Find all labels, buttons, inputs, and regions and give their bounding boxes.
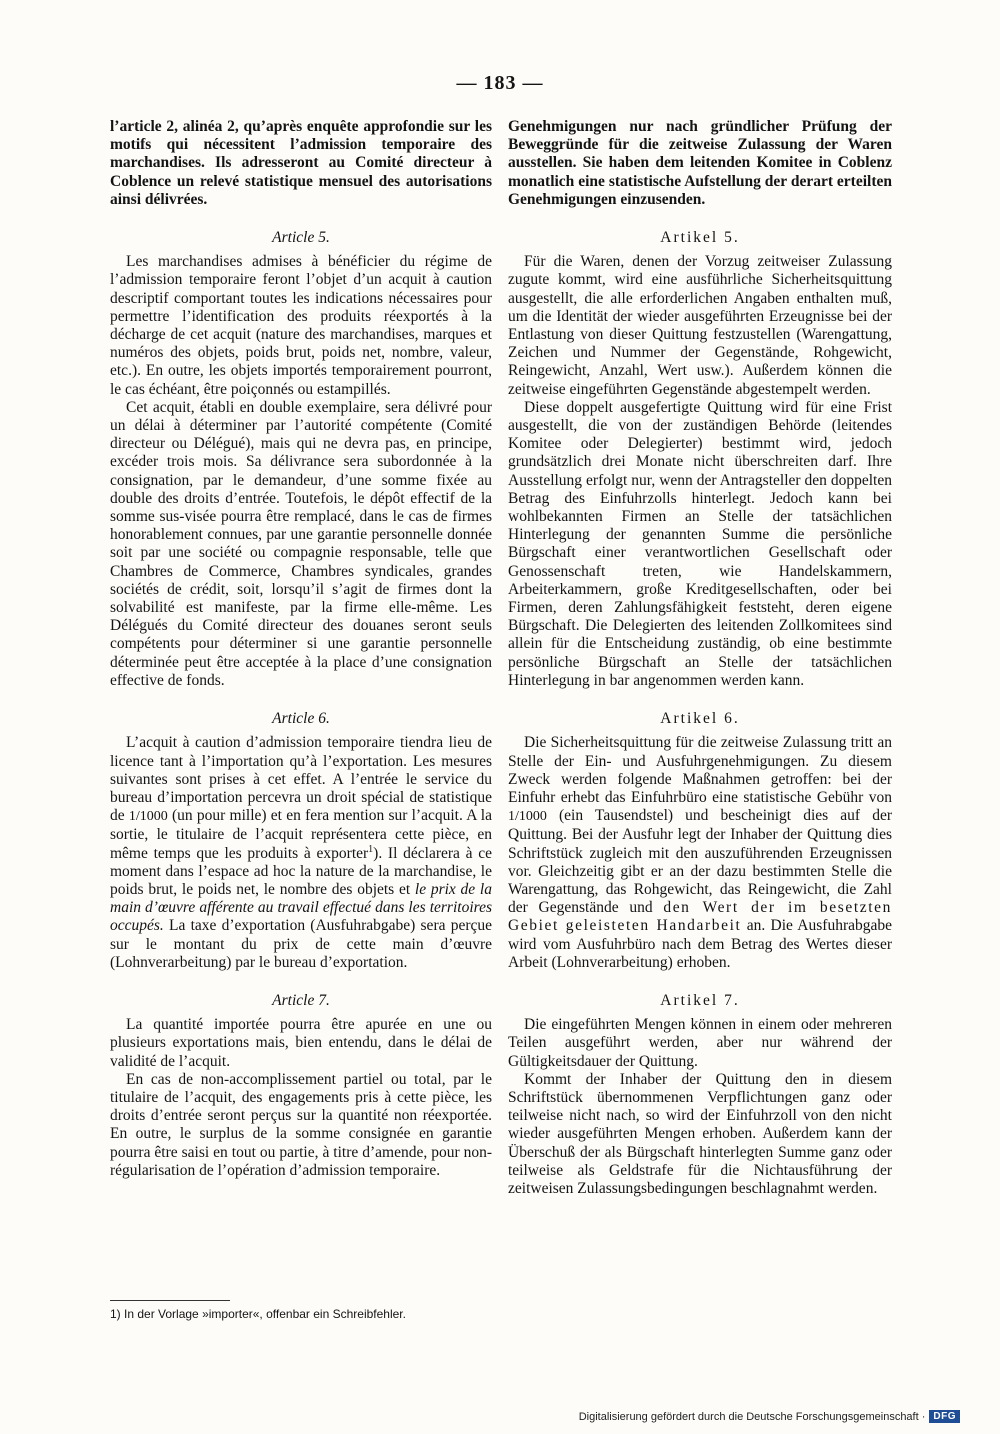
french-article-7-paragraph-1: La quantité importée pourra être apurée en une ou plusieurs exportations mais, bien entendu, dans le délai de validité de l’acquit. (110, 1016, 492, 1070)
french-art6-text-c: ). Il déclarera à ce moment dans l’espace ad hoc la nature de la marchandise, le poids brut, le poids net, le nombre des objets et (110, 844, 492, 898)
german-art6-text-c: an. Die Ausfuhrabgabe wird vom Ausfuhrbüro nach dem Betrag des Wertes dieser Arbeit (Lohnverarbeitung) erhoben. (508, 917, 892, 971)
german-article-6-heading: Artikel 6. (660, 710, 740, 728)
french-article-5-paragraph-2: Cet acquit, établi en double exemplaire, sera délivré pour un délai à déterminer par l’autorité compétente (Comité directeur ou Délégué), mais qui ne devra pas, en principe, excéder trois mois. Sa délivrance sera subordonnée à la consignation, par le demandeur, d’une somme fixée au double des droits d’entrée. Toutefois, le dépôt effectif de la somme sus-visée pourra être remplacé, dans le cas de firmes honorablement connues, par une garantie personnelle donnée soit par une société ou compagnie responsable, telle que Chambres de Commerce, Chambres syndicales, grandes sociétés de crédit, soit, lorsqu’il s’agit de firmes dont la solvabilité est manifeste, par la firme elle-même. Les Délégués du Comité directeur des douanes seront seuls compétents pour déterminer si une garantie personnelle déterminée peut être acceptée à la place d’une consignation effective de fonds. (110, 398, 492, 689)
dfg-logo: DFG (929, 1410, 960, 1423)
german-art6-text-a: Die Sicherheitsquittung für die zeitweise Zulassung tritt an Stelle der Ein- und Ausfuhrgenehmigungen. Zu diesem Zweck werden folgende Maßnahmen getroffen: bei der Einfuhr erhebt das Einfuhrbüro eine statistische Gebühr von (508, 734, 892, 806)
digitization-credit (579, 1410, 960, 1423)
page-number: — 183 — (456, 72, 544, 94)
french-article-5-paragraph-1: Les marchandises admises à bénéficier du régime de l’admission temporaire feront l’objet d’un acquit à caution descriptif comportant toutes les indications nécessaires pour permettre l’identification des produits réexportés à la décharge de cet acquit (nature des marchandises, marques et numéros des objets, poids brut, poids net, nombre, valeur, etc.). En outre, les objets importés temporairement pourront, le cas échéant, être poiçonnés ou estampillés. (110, 253, 492, 398)
german-art6-spaced-text: den Wert der im besetzten Gebiet geleisteten Handarbeit (508, 899, 892, 935)
german-article-5-paragraph-2: Diese doppelt ausgefertigte Quittung wird für eine Frist ausgestellt, die von der zuständigen Behörde (leitendes Komitee oder Delegierter) bestimmt wird, jedoch grundsätzlich drei Monate nicht überschreiten darf. Ihre Ausstellung erfolgt nur, wenn der Antragsteller den doppelten Betrag des Einfuhrzolls hinterlegt. Jedoch kann bei wohlbekannten Firmen an Stelle der tatsächlichen Hinterlegung der genannten Summe die persönliche Bürgschaft einer verantwortlichen Gesellschaft oder Genossenschaft treten, wie Handelskammern, Arbeiterkammern, große Kreditgesellschaften, oder bei Firmen, deren Zahlungsfähigkeit feststeht, deren eigene Bürgschaft. Die Delegierten des leitenden Zollkomitees sind allein für die Entscheidung zuständig, ob eine bestimmte persönliche Bürgschaft an Stelle der tatsächlichen Hinterlegung in bar angenommen werden kann. (508, 398, 892, 689)
french-art6-fraction: 1/1000 (128, 809, 168, 825)
german-article-6-paragraph-1 (508, 734, 892, 972)
footnote-reference: 1 (368, 843, 374, 855)
german-article-5-heading: Artikel 5. (660, 229, 740, 247)
footnote-mark: 1) (110, 1307, 121, 1321)
german-article-5-paragraph-1: Für die Waren, denen der Vorzug zeitweiser Zulassung zugute kommt, wird eine ausführliche Sicherheitsquittung ausgestellt, die alle erforderlichen Angaben enthalten muß, um die Identität der wieder ausgeführten Erzeugnisse bei der Entlastung von dieser Quittung festzustellen (Warengattung, Zeichen und Nummer der Gegenstände, Rohgewicht, Reingewicht, Anzahl, Wert usw.). Außerdem können die zeitweise eingeführten Gegenstände abgestempelt werden. (508, 253, 892, 398)
french-column (110, 118, 492, 1180)
footnote-divider (110, 1300, 230, 1301)
german-column (508, 118, 892, 1198)
french-article-7-paragraph-2: En cas de non-accomplissement partiel ou total, par le titulaire de l’acquit, des engagements pris à cette pièce, les droits d’entrée seront perçus sur la quantité non réexportée. En outre, le surplus de la somme consignée en garantie pourra être saisi en tout ou partie, à titre d’amende, pour non-régularisation de l’opération d’admission temporaire. (110, 1070, 492, 1179)
french-intro-paragraph: l’article 2, alinéa 2, qu’après enquête approfondie sur les motifs qui nécessitent l’admission temporaire des marchandises. Ils adresseront au Comité directeur à Coblence un relevé statistique mensuel des autorisations ainsi délivrées. (110, 118, 492, 208)
footnote (110, 1307, 492, 1321)
german-art6-text-b: (ein Tausendstel) und bescheinigt dies auf der Quittung. Bei der Ausfuhr legt der Inhaber der Quittung dies Schriftstück zugleich mit den auszuführenden Erzeugnissen vor. Gleichzeitig gibt er an der dazu bestimmten Stelle die Warengattung, das Rohgewicht, das Reingewicht, die Zahl der Gegenstände und (508, 807, 892, 917)
french-article-6-heading: Article 6. (272, 710, 330, 728)
german-article-7-paragraph-1: Die eingeführten Mengen können in einem oder mehreren Teilen ausgeführt werden, aber nur während der Gültigkeitsdauer der Quittung. (508, 1016, 892, 1070)
german-intro-paragraph: Genehmigungen nur nach gründlicher Prüfung der Beweggründe für die zeitweise Zulassung der Waren ausstellen. Sie haben dem leitenden Komitee in Coblenz monatlich eine statistische Aufstellung der derart erteilten Genehmigungen einzusenden. (508, 118, 892, 208)
french-art6-text-a: L’acquit à caution d’admission temporaire tiendra lieu de licence tant à l’importation qu’à l’exportation. Les mesures suivantes sont prises à cet effet. A l’entrée le service du bureau d’importation percevra un droit spécial de statistique de (110, 734, 492, 825)
german-article-7-paragraph-2: Kommt der Inhaber der Quittung den in diesem Schriftstück übernommenen Verpflichtungen ganz oder teilweise nicht nach, so wird der Einfuhrzoll von den nicht wieder ausgeführten Mengen erhoben. Außerdem kann der Überschuß der als Bürgschaft hinterlegten Summe ganz oder teilweise als Geldstrafe für die Nichtausführung der zeitweisen Zulassungsbedingungen beschlagnahmt werden. (508, 1070, 892, 1197)
footnote-text: In der Vorlage »importer«, offenbar ein Schreibfehler. (124, 1307, 406, 1321)
french-article-5-heading: Article 5. (272, 229, 330, 247)
credit-text: Digitalisierung gefördert durch die Deutsche Forschungsgemeinschaft · (578, 1410, 926, 1423)
french-art6-text-d: La taxe d’exportation (Ausfuhrabgabe) sera perçue sur le montant du prix de cette main d’œuvre (Lohnverarbeitung) par le bureau d’exportation. (110, 917, 492, 971)
french-art6-text-b: (un pour mille) et en fera mention sur l’acquit. A la sortie, le titulaire de l’acquit représentera cette pièce, en même temps que les produits à exporter (110, 807, 492, 862)
french-article-6-paragraph-1 (110, 734, 492, 972)
german-article-7-heading: Artikel 7. (660, 991, 740, 1009)
french-art6-italic-text: le prix de la main d’œuvre afférente au travail effectué dans les territoires occupés. (110, 880, 492, 935)
german-art6-fraction: 1/1000 (508, 809, 547, 825)
french-article-7-heading: Article 7. (272, 991, 330, 1009)
